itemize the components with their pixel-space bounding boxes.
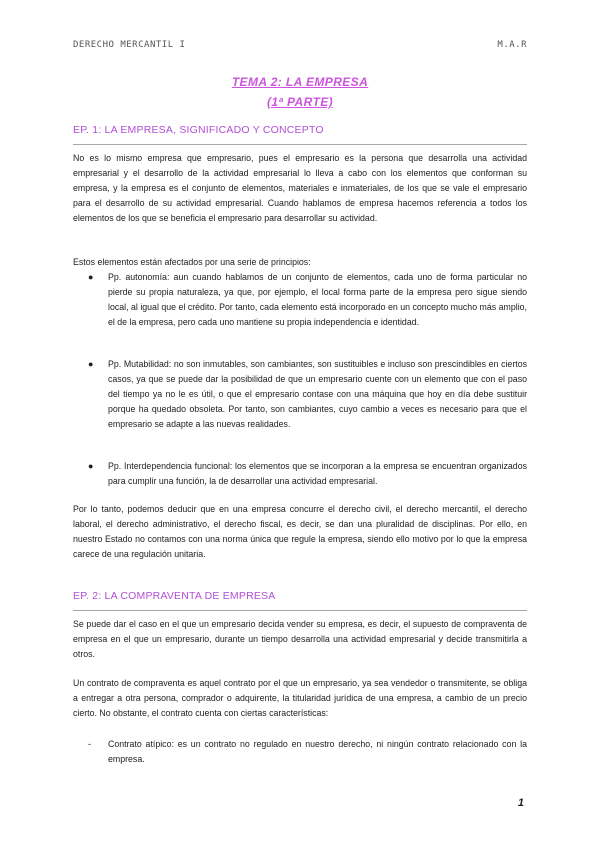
list-item: ● Pp. Mutabilidad: no son inmutables, son cambiantes, son sustituibles e incluso son prescindibles en ciertos casos, ya que se puede dar la posibilidad de que un empresario cuente con un elemento que con el paso del tiempo ya no le es útil, o que el empresario contase con una máquina que hoy en día debe sustituir porque ha quedado obsoleta. Por tanto, son cambiantes, cuyo cambio a veces es necesario para que el empresario se adapte a las nuevas realidades. bbox=[88, 359, 527, 430]
section-divider-1 bbox=[73, 144, 527, 145]
header-author-initials: M.A.R bbox=[497, 40, 527, 50]
paragraph-intro: No es lo mismo empresa que empresario, pues el empresario es la persona que desarrolla una actividad empresarial y el desarrollo de la actividad empresarial lo lleva a cabo con los elementos que conforman su empresa, y la empresa es el conjunto de elementos, materiales e inmateriales, de los que se vale el empresario para el desarrollo de su actividad empresarial. Cuando hablamos de empresa hacemos referencia a todos los elementos de los que se beneficia el empresario para desarrollar su actividad. bbox=[73, 153, 527, 224]
list-item: ● Pp. autonomía: aun cuando hablamos de un conjunto de elementos, cada uno de forma particular no pierde su propia naturaleza, ya que, por ejemplo, el local forma parte de la empresa pero sigue siendo local, al igual que el crédito. Por tanto, cada elemento está incorporado en un concepto mucho más amplio, el de la empresa, pero cada uno mantiene su propia independencia e identidad. bbox=[88, 272, 527, 328]
page-subtitle: (1ª PARTE) bbox=[266, 95, 333, 109]
bullet-icon: ● bbox=[88, 359, 94, 369]
paragraph-compraventa-1: Se puede dar el caso en el que un empresario decida vender su empresa, es decir, el supuesto de compraventa de empresa en el que un empresario, durante un tiempo desarrolla una actividad empresarial y decide transmitirla a otros. bbox=[73, 619, 527, 660]
header-course-name: DERECHO MERCANTIL I bbox=[73, 40, 186, 50]
bullet-icon: ● bbox=[88, 461, 94, 471]
section-heading-1: EP. 1: LA EMPRESA, SIGNIFICADO Y CONCEPTO bbox=[73, 124, 324, 136]
paragraph-compraventa-2: Un contrato de compraventa es aquel contrato por el que un empresario, ya sea vendedor o transmitente, se obliga a entregar a otra persona, comprador o adquirente, la titularidad jurídica de una empresa, a cambio de un precio cierto. No obstante, el contrato cuenta con ciertas características: bbox=[73, 678, 527, 719]
page-number: 1 bbox=[517, 797, 524, 809]
bullet-icon: ● bbox=[88, 272, 94, 282]
list-item: ● Pp. Interdependencia funcional: los elementos que se incorporan a la empresa se encuentran organizados para cumplir una función, la de desarrollar una actividad empresarial. bbox=[88, 461, 527, 487]
paragraph-conclusion: Por lo tanto, podemos deducir que en una empresa concurre el derecho civil, el derecho mercantil, el derecho laboral, el derecho administrativo, el derecho fiscal, es decir, se dan una pluralidad de disciplinas. Por ello, en nuestro Estado no contamos con una norma única que regule la empresa, siendo ello motivo por lo que la empresa carece de una regulación unitaria. bbox=[73, 504, 527, 560]
dash-icon: - bbox=[88, 739, 91, 749]
page-title: TEMA 2: LA EMPRESA bbox=[231, 75, 369, 89]
section-heading-2: EP. 2: LA COMPRAVENTA DE EMPRESA bbox=[73, 590, 276, 602]
list-item: - Contrato atípico: es un contrato no regulado en nuestro derecho, ni ningún contrato relacionado con la empresa. bbox=[88, 739, 527, 765]
paragraph-principles-intro: Estos elementos están afectados por una serie de principios: bbox=[73, 257, 311, 267]
section-divider-2 bbox=[73, 610, 527, 611]
